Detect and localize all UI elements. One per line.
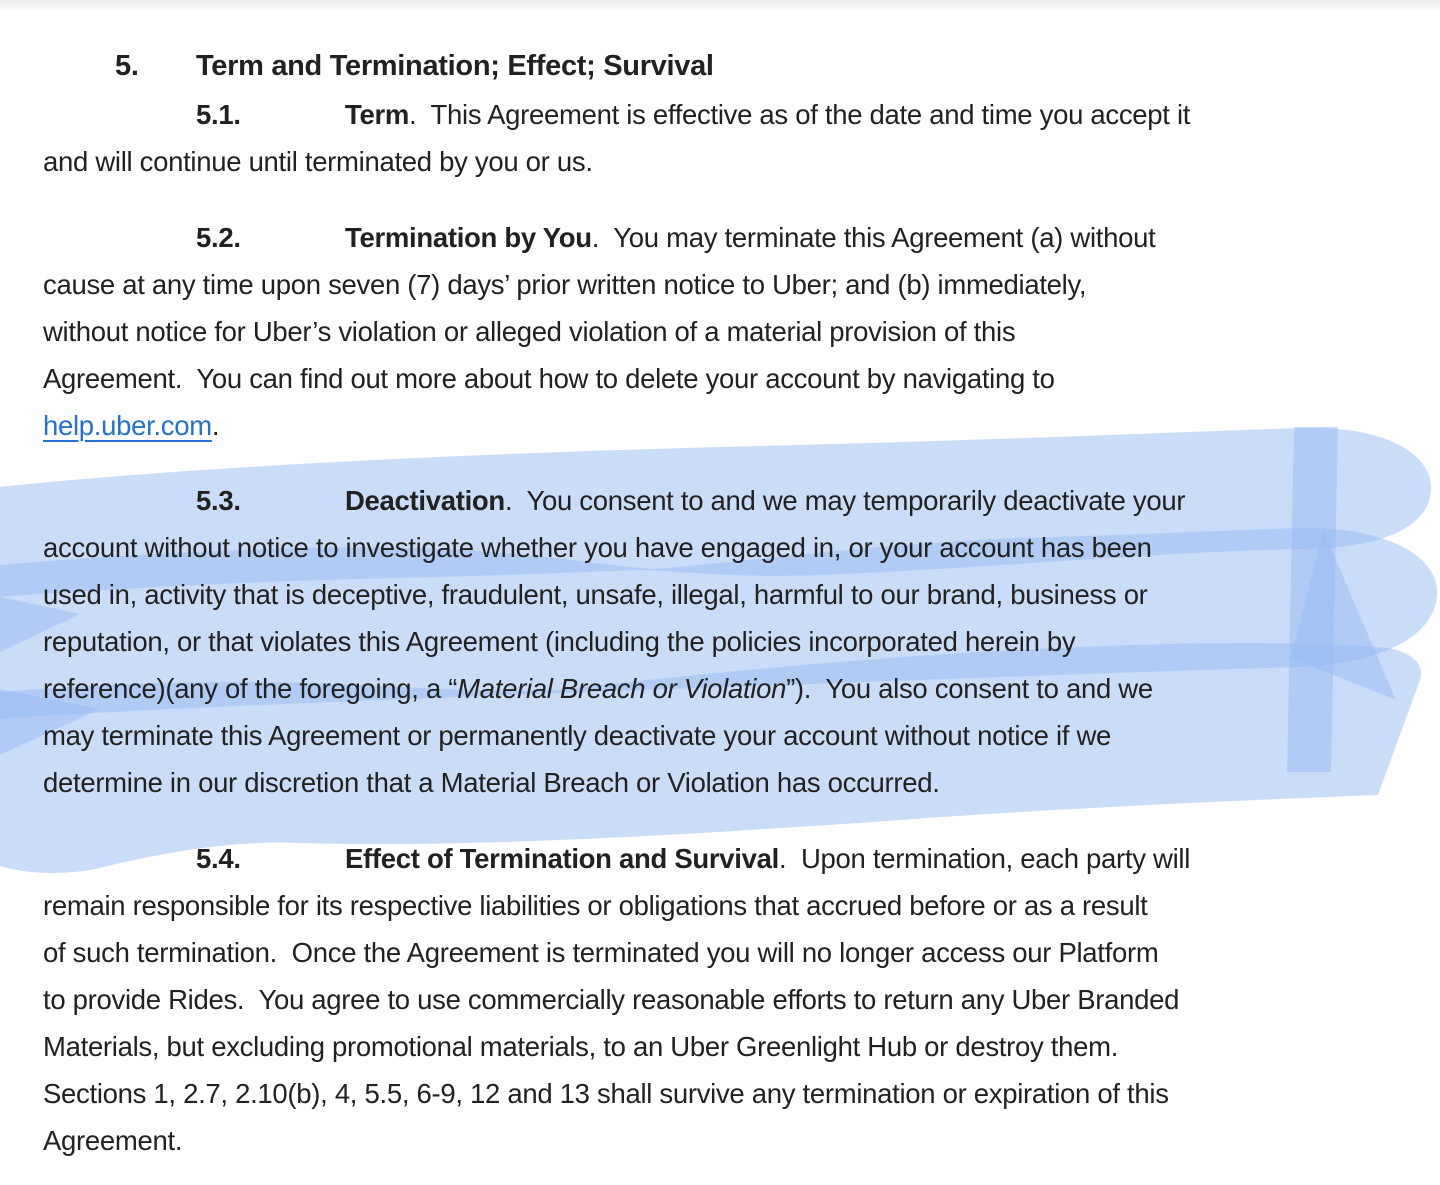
p-5-3-seg-6-1: may terminate this Agreement or permanently deactivate your account without notice if we xyxy=(43,720,1112,751)
p-5-2-seg-4-1: Agreement. You can find out more about how to delete your account by navigating to xyxy=(43,363,1055,394)
p-5-4-line-4 xyxy=(43,976,1179,1023)
heading-line-1 xyxy=(43,43,714,90)
p-5-4-line-6 xyxy=(43,1070,1169,1117)
p-5-2-seg-2-1: cause at any time upon seven (7) days’ prior written notice to Uber; and (b) immediately, xyxy=(43,269,1087,300)
p-5-2-seg-1-3: . You may terminate this Agreement (a) without xyxy=(591,222,1156,253)
p-5-4-line-3 xyxy=(43,929,1158,976)
p-5-2-line-5 xyxy=(43,402,219,449)
p-5-4-line-5 xyxy=(43,1023,1118,1070)
p-5-3-line-4 xyxy=(43,618,1075,665)
p-5-3-seg-1-3: . You consent to and we may temporarily deactivate your xyxy=(504,485,1186,516)
p-5-3-seg-7-1: determine in our discretion that a Material Breach or Violation has occurred. xyxy=(43,767,940,798)
p-5-3-line-5 xyxy=(43,665,1153,712)
p-5-4-seg-2-1: remain responsible for its respective liabilities or obligations that accrued before or as a result xyxy=(43,890,1148,921)
p-5-3-line-3 xyxy=(43,571,1148,618)
p-5-4-line-1 xyxy=(43,835,1190,882)
heading-number: 5. xyxy=(115,50,139,82)
p-5-2-seg-3-1: without notice for Uber’s violation or alleged violation of a material provision of this xyxy=(43,316,1016,347)
p-5-4-line-7 xyxy=(43,1117,182,1164)
p-5-3-seg-5-3: ”). You also consent to and we xyxy=(786,673,1153,704)
p-5-2-seg-1-2: Termination by You xyxy=(345,222,592,253)
p-5-3-seg-1-2: Deactivation xyxy=(345,485,505,516)
p-5-1-line-2 xyxy=(43,138,593,185)
p-5-3-seg-4-1: reputation, or that violates this Agreement (including the policies incorporated herein by xyxy=(43,626,1076,657)
p-5-2-line-3 xyxy=(43,308,1015,355)
p-5-3-number: 5.3. xyxy=(196,485,241,516)
p-5-3-line-1 xyxy=(43,477,1185,524)
p-5-4-seg-1-3: . Upon termination, each party will xyxy=(778,843,1191,874)
p-5-1-seg-1-3: . This Agreement is effective as of the date and time you accept it xyxy=(409,99,1191,130)
p-5-4-number: 5.4. xyxy=(196,843,241,874)
p-5-3-seg-2-1: account without notice to investigate whether you have engaged in, or your account has been xyxy=(43,532,1152,563)
p-5-3-seg-3-1: used in, activity that is deceptive, fraudulent, unsafe, illegal, harmful to our brand, business or xyxy=(43,579,1148,610)
p-5-3-line-6 xyxy=(43,712,1111,759)
p-5-2-line-1 xyxy=(43,214,1155,261)
p-5-1-line-1 xyxy=(43,91,1190,138)
help-uber-link[interactable]: help.uber.com xyxy=(43,410,212,441)
p-5-3-seg-5-1: reference)(any of the foregoing, a “ xyxy=(43,673,458,704)
p-5-4-seg-3-1: of such termination. Once the Agreement is terminated you will no longer access our Platform xyxy=(43,937,1159,968)
p-5-4-seg-4-1: to provide Rides. You agree to use commercially reasonable efforts to return any Uber Branded xyxy=(43,984,1180,1015)
p-5-1-seg-2-1: and will continue until terminated by you or us. xyxy=(43,146,593,177)
p-5-4-line-2 xyxy=(43,882,1147,929)
p-5-3-line-2 xyxy=(43,524,1152,571)
p-5-3-line-7 xyxy=(43,759,940,806)
p-5-1-seg-1-2: Term xyxy=(345,99,410,130)
heading-seg-1-2: Term and Termination; Effect; Survival xyxy=(196,50,714,82)
p-5-1-number: 5.1. xyxy=(196,99,241,130)
p-5-4-seg-7-1: Agreement. xyxy=(43,1125,183,1156)
p-5-2-number: 5.2. xyxy=(196,222,241,253)
p-5-4-seg-5-1: Materials, but excluding promotional materials, to an Uber Greenlight Hub or destroy them. xyxy=(43,1031,1119,1062)
p-5-3-seg-5-2: Material Breach or Violation xyxy=(457,673,787,704)
p-5-4-seg-1-2: Effect of Termination and Survival xyxy=(345,843,779,874)
p-5-2-seg-5-2: . xyxy=(211,410,220,441)
p-5-2-line-2 xyxy=(43,261,1086,308)
p-5-2-line-4 xyxy=(43,355,1055,402)
p-5-4-seg-6-1: Sections 1, 2.7, 2.10(b), 4, 5.5, 6-9, 12 and 13 shall survive any termination or expiration of this xyxy=(43,1078,1169,1109)
